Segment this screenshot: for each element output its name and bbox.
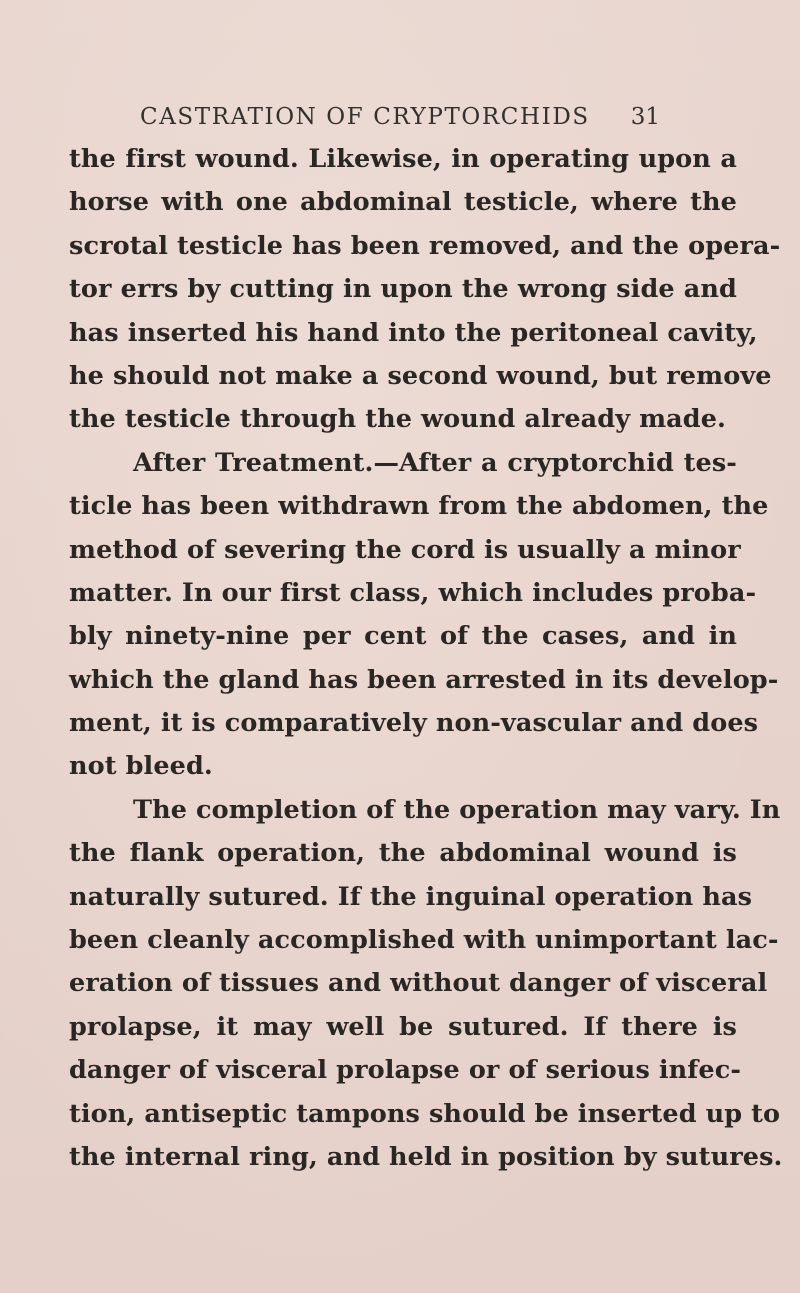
text-line: not bleed.: [69, 751, 213, 782]
text-line: tion, antiseptic tampons should be inserted up to: [69, 1098, 781, 1129]
paragraph-start-completion: The completion of the operation may vary. In: [133, 794, 781, 825]
page-header: [140, 104, 660, 138]
text-line: he should not make a second wound, but remove: [69, 360, 772, 391]
text-line: horse with one abdominal testicle, where the: [69, 187, 737, 218]
text-line: ment, it is comparatively non-vascular and does: [69, 708, 759, 739]
text-line: naturally sutured. If the inguinal operation has: [69, 881, 753, 912]
text-line: the testicle through the wound already made.: [69, 404, 727, 435]
text-line: bly ninety-nine per cent of the cases, and in: [69, 621, 737, 652]
text-line: method of severing the cord is usually a minor: [69, 534, 741, 565]
text-line: ticle has been withdrawn from the abdomen, the: [69, 491, 769, 522]
text-line: which the gland has been arrested in its develop-: [69, 664, 779, 695]
body-text: [69, 138, 783, 1179]
text-line: eration of tissues and without danger of visceral: [69, 968, 768, 999]
paragraph-start-after-treatment: After Treatment.—After a cryptorchid tes-: [133, 447, 737, 478]
text-line: been cleanly accomplished with unimportant lac-: [69, 925, 779, 956]
text-line: has inserted his hand into the peritoneal cavity,: [69, 317, 758, 348]
page-number: 31: [630, 104, 660, 130]
text-line: prolapse, it may well be sutured. If there is: [69, 1011, 737, 1042]
text-line: the first wound. Likewise, in operating upon a: [69, 144, 737, 174]
text-line: scrotal testicle has been removed, and the opera-: [69, 230, 781, 261]
text-line: tor errs by cutting in upon the wrong side and: [69, 274, 737, 305]
text-line: danger of visceral prolapse or of serious infec-: [69, 1055, 742, 1086]
text-line: matter. In our first class, which includes proba-: [69, 577, 757, 608]
running-head: CASTRATION OF CRYPTORCHIDS: [140, 104, 590, 130]
text-line: the flank operation, the abdominal wound is: [69, 838, 737, 869]
text-line: the internal ring, and held in position by sutures.: [69, 1141, 783, 1172]
